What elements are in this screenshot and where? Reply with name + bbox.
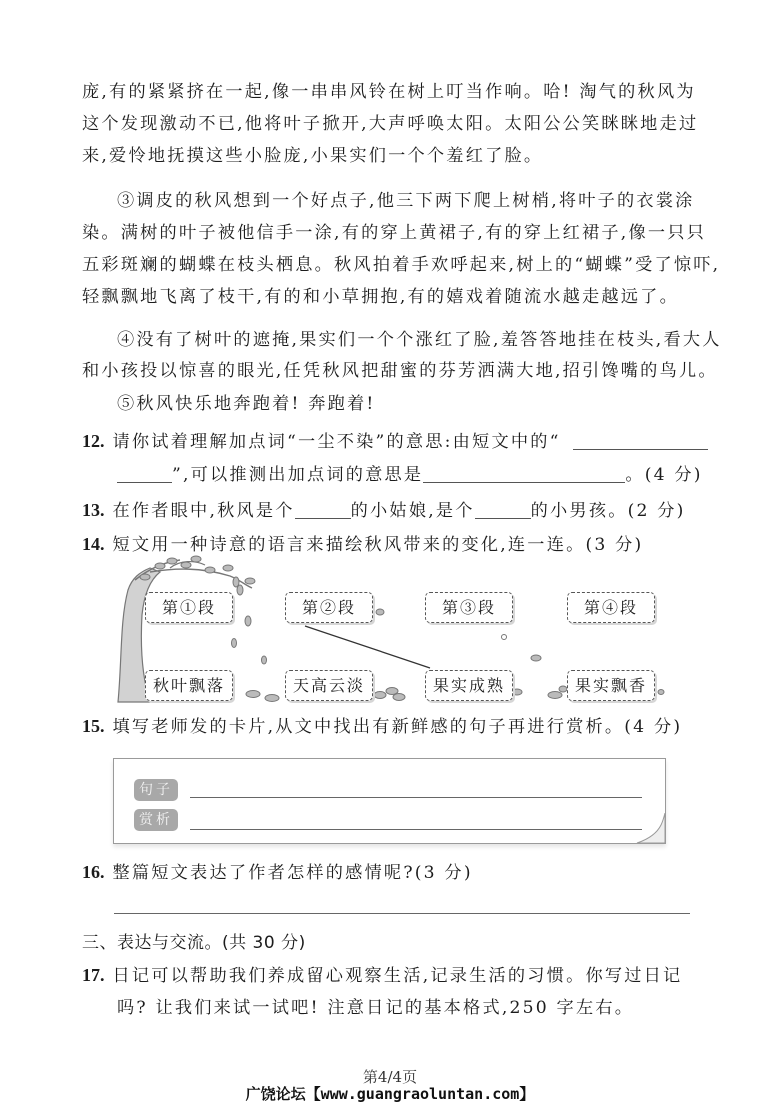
question-number: 12. bbox=[82, 431, 105, 451]
passage-p2-line-3: 来,爱怜地抚摸这些小脸庞,小果实们一个个羞红了脸。 bbox=[82, 146, 544, 166]
passage-p4-line-1: ④没有了树叶的遮掩,果实们一个个涨红了脸,羞答答地挂在枝头,看大人 bbox=[117, 330, 722, 350]
question-13-text-b: 的小姑娘,是个 bbox=[350, 501, 475, 521]
question-number: 16. bbox=[82, 862, 105, 882]
question-15-text: 填写老师发的卡片,从文中找出有新鲜感的句子再进行赏析。(4 分) bbox=[112, 717, 683, 737]
question-12-text-a: 请你试着理解加点词“一尘不染”的意思:由短文中的“ bbox=[112, 432, 561, 452]
card-label-sentence: 句子 bbox=[134, 779, 178, 801]
question-13-text-a: 在作者眼中,秋风是个 bbox=[112, 501, 295, 521]
top-box-paragraph-1[interactable]: 第①段 bbox=[145, 592, 233, 623]
question-17-line-1: 日记可以帮助我们养成留心观察生活,记录生活的习惯。你写过日记 bbox=[112, 966, 683, 986]
card-label-appreciation: 赏析 bbox=[134, 809, 178, 831]
question-16-text: 整篇短文表达了作者怎样的感情呢?(3 分) bbox=[112, 863, 473, 883]
question-13-text-c: 的小男孩。(2 分) bbox=[530, 501, 686, 521]
question-number: 17. bbox=[82, 965, 105, 985]
bottom-box-2[interactable]: 天高云淡 bbox=[285, 670, 373, 701]
top-box-paragraph-2[interactable]: 第②段 bbox=[285, 592, 373, 623]
bottom-box-1[interactable]: 秋叶飘落 bbox=[145, 670, 233, 701]
bottom-box-4[interactable]: 果实飘香 bbox=[567, 670, 655, 701]
site-watermark: 广饶论坛【www.guangraoluntan.com】 bbox=[245, 1085, 535, 1103]
question-number: 13. bbox=[82, 500, 105, 520]
question-16 bbox=[82, 861, 473, 884]
sentence-answer-line[interactable] bbox=[190, 797, 642, 798]
passage-p2-line-1: 庞,有的紧紧挤在一起,像一串串风铃在树上叮当作响。哈! 淘气的秋风为 bbox=[82, 82, 696, 102]
passage-p4-line-2: 和小孩投以惊喜的眼光,任凭秋风把甜蜜的芬芳洒满大地,招引馋嘴的鸟儿。 bbox=[82, 361, 718, 381]
question-16-answer-line[interactable] bbox=[114, 913, 690, 914]
question-number: 14. bbox=[82, 534, 105, 554]
section-3-title: 三、表达与交流。(共 30 分) bbox=[82, 933, 306, 953]
question-number: 15. bbox=[82, 716, 105, 736]
question-12-text-c: 。(4 分) bbox=[625, 465, 703, 485]
question-12-text-b: ”,可以推测出加点词的意思是 bbox=[172, 465, 424, 485]
question-17 bbox=[82, 964, 682, 987]
connector-line bbox=[305, 626, 430, 668]
top-box-paragraph-4[interactable]: 第④段 bbox=[567, 592, 655, 623]
passage-p3-line-2: 染。满树的叶子被他信手一涂,有的穿上黄裙子,有的穿上红裙子,像一只只 bbox=[82, 223, 707, 243]
passage-p2-line-2: 这个发现激动不已,他将叶子掀开,大声呼唤太阳。太阳公公笑眯眯地走过 bbox=[82, 114, 699, 134]
question-14-text: 短文用一种诗意的语言来描绘秋风带来的变化,连一连。(3 分) bbox=[112, 535, 644, 555]
bottom-box-3[interactable]: 果实成熟 bbox=[425, 670, 513, 701]
passage-p3-line-3: 五彩斑斓的蝴蝶在枝头栖息。秋风拍着手欢呼起来,树上的“蝴蝶”受了惊吓, bbox=[82, 255, 721, 275]
question-15 bbox=[82, 715, 682, 738]
page-number: 第4/4页 bbox=[362, 1068, 418, 1086]
passage-p5-line: ⑤秋风快乐地奔跑着! 奔跑着! bbox=[117, 394, 376, 414]
top-box-paragraph-3[interactable]: 第③段 bbox=[425, 592, 513, 623]
passage-p3-line-1: ③调皮的秋风想到一个好点子,他三下两下爬上树梢,将叶子的衣裳涂 bbox=[117, 191, 695, 211]
appreciation-answer-line[interactable] bbox=[190, 829, 642, 830]
question-17-continued: 吗? 让我们来试一试吧! 注意日记的基本格式,250 字左右。 bbox=[117, 998, 635, 1018]
passage-p3-line-4: 轻飘飘地飞离了枝干,有的和小草拥抱,有的嬉戏着随流水越走越远了。 bbox=[82, 287, 679, 307]
page-curl-icon bbox=[635, 813, 665, 843]
teacher-card bbox=[113, 758, 666, 844]
